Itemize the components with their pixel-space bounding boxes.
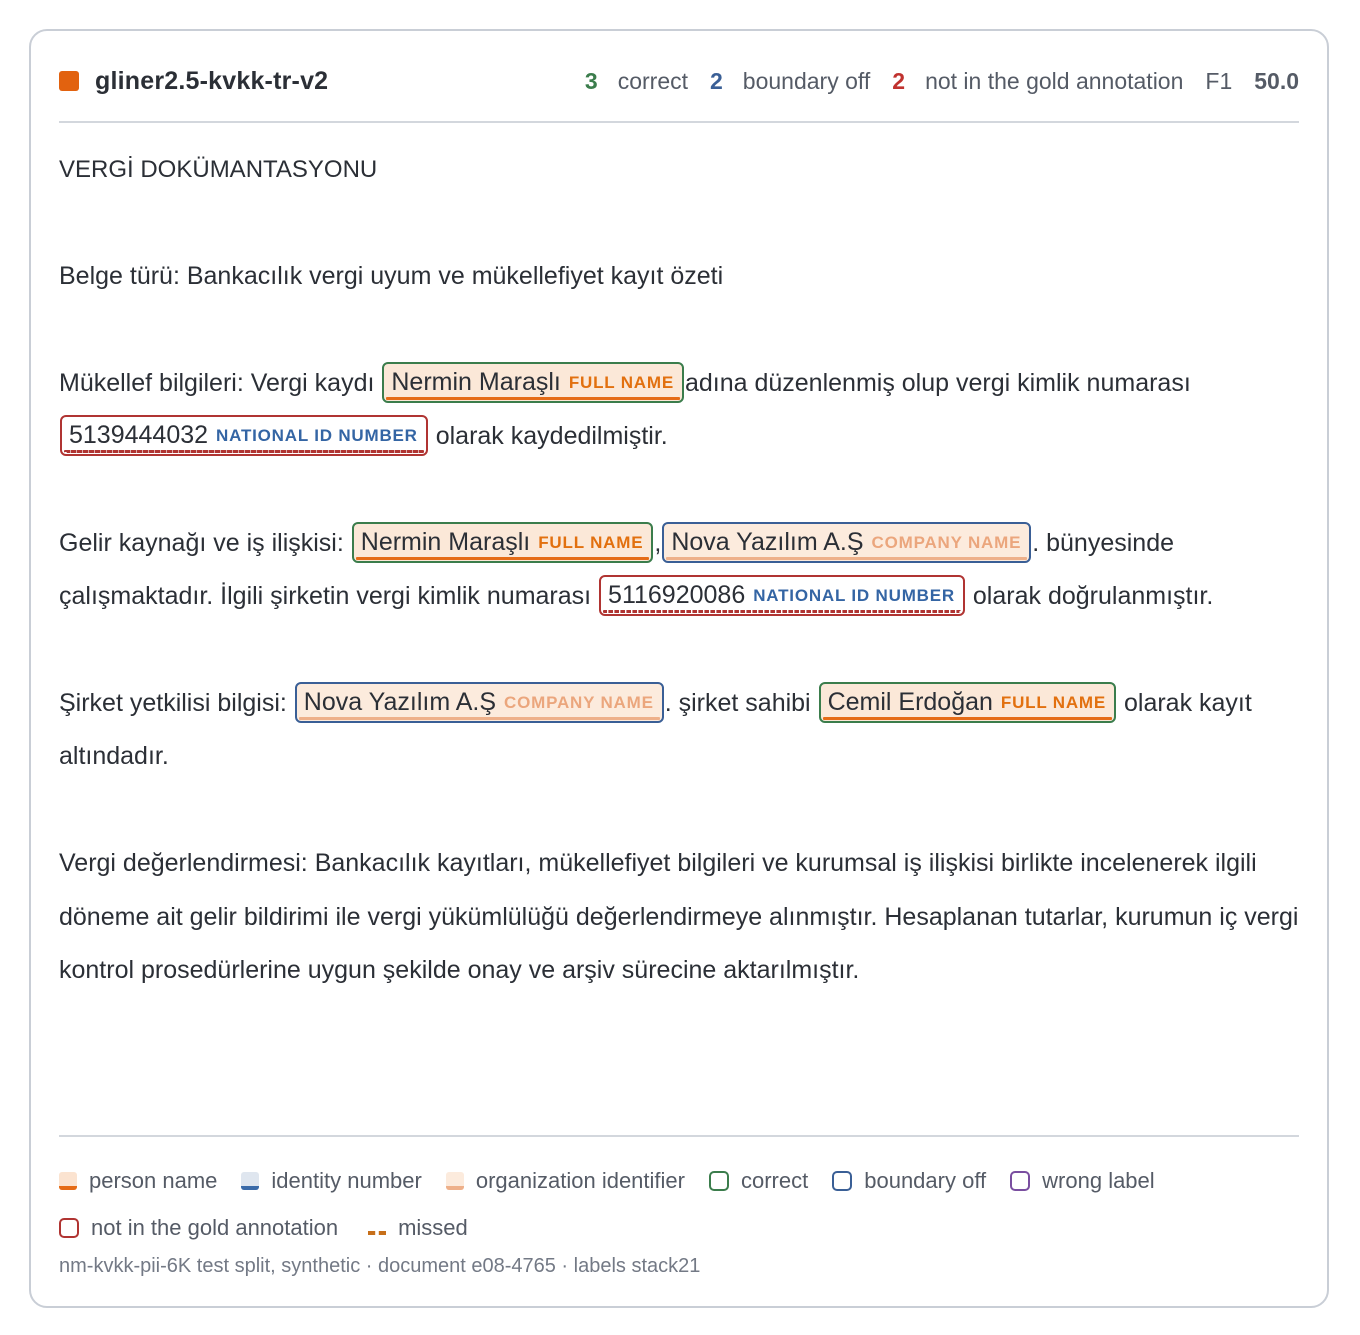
entity-span-national-id[interactable] bbox=[599, 575, 965, 616]
entity-text: 5116920086 bbox=[608, 581, 746, 610]
entity-text: Nermin Maraşlı bbox=[360, 527, 531, 556]
legend-label: missed bbox=[398, 1214, 468, 1240]
wrong-label-swatch bbox=[1010, 1171, 1030, 1191]
entity-label: NATIONAL ID NUMBER bbox=[216, 426, 418, 445]
entity-text: Cemil Erdoğan bbox=[827, 688, 993, 716]
model-color-swatch bbox=[59, 71, 79, 91]
legend-item-wrong-label bbox=[1010, 1168, 1155, 1194]
legend-label: boundary off bbox=[864, 1167, 987, 1193]
paragraph-text: . bünyesinde çalışmaktadır. İlgili şirketin vergi kimlik numarası bbox=[59, 528, 1175, 611]
model-card bbox=[29, 29, 1329, 1308]
entity-label: FULL NAME bbox=[568, 372, 674, 392]
entity-span-company-name[interactable] bbox=[295, 682, 664, 723]
not-in-gold-label: not in the gold annotation bbox=[925, 67, 1184, 94]
paragraph-text: olarak doğrulanmıştır. bbox=[972, 582, 1214, 611]
entity-span-full-name[interactable] bbox=[352, 522, 654, 563]
legend-item-organization-identifier bbox=[446, 1168, 685, 1194]
paragraph-tax-assessment: Vergi değerlendirmesi: Bankacılık kayıtları, mükellefiyet bilgileri ve kurumsal iş ilişkisi birlikte incelenerek ilgili döneme ait gelir bildirimi ile vergi yükümlülüğü değerlendirmeye alınmıştır. Hesaplanan tutarlar, kurumun iç vergi kontrol prosedürlerine uygun şekilde onay ve arşiv sürecine aktarılmıştır. bbox=[59, 849, 1299, 985]
legend bbox=[59, 1157, 1309, 1251]
paragraph-text: olarak kayıt altındadır. bbox=[59, 689, 1252, 771]
entity-text: Nermin Maraşlı bbox=[391, 367, 561, 396]
legend-label: wrong label bbox=[1042, 1167, 1155, 1193]
paragraph-text: Şirket yetkilisi bilgisi: bbox=[59, 689, 287, 717]
legend-label: person name bbox=[89, 1167, 218, 1193]
legend-item-missed bbox=[362, 1215, 468, 1241]
correct-count: 3 bbox=[584, 67, 598, 94]
legend-label: not in the gold annotation bbox=[91, 1214, 339, 1240]
entity-text: 5139444032 bbox=[69, 421, 209, 449]
legend-item-boundary-off bbox=[832, 1168, 986, 1194]
correct-swatch bbox=[709, 1171, 729, 1191]
person-name-swatch bbox=[59, 1172, 77, 1190]
paragraph-text: . şirket sahibi bbox=[664, 689, 811, 717]
boundary-off-swatch bbox=[832, 1171, 852, 1191]
legend-item-not-in-gold bbox=[59, 1215, 338, 1241]
entity-text: Nova Yazılım A.Ş bbox=[671, 527, 864, 556]
model-name: gliner2.5-kvkk-tr-v2 bbox=[95, 66, 329, 95]
document-body bbox=[59, 143, 1309, 997]
boundary-off-count: 2 bbox=[710, 67, 723, 94]
legend-label: correct bbox=[740, 1167, 809, 1193]
paragraph-text: adına düzenlenmiş olup vergi kimlik numarası bbox=[684, 368, 1191, 397]
missed-swatch bbox=[368, 1219, 386, 1237]
f1-label: F1 bbox=[1205, 67, 1233, 94]
document-title: VERGİ DOKÜMANTASYONU bbox=[59, 156, 378, 183]
correct-label: correct bbox=[617, 67, 688, 94]
identity-number-swatch bbox=[241, 1172, 259, 1190]
entity-label: COMPANY NAME bbox=[504, 693, 654, 712]
paragraph-text: Gelir kaynağı ve iş ilişkisi: bbox=[59, 528, 344, 557]
entity-label: FULL NAME bbox=[1000, 693, 1107, 712]
paragraph-document-type: Belge türü: Bankacılık vergi uyum ve mükellefiyet kayıt özeti bbox=[59, 261, 724, 290]
f1-value: 50.0 bbox=[1254, 67, 1299, 94]
paragraph-taxpayer-info bbox=[59, 357, 1309, 464]
score-summary bbox=[585, 61, 1299, 101]
entity-span-company-name[interactable] bbox=[662, 522, 1031, 563]
legend-item-person-name bbox=[59, 1168, 217, 1194]
entity-span-full-name[interactable] bbox=[382, 362, 684, 403]
entity-span-full-name[interactable] bbox=[819, 682, 1116, 723]
paragraph-text: Mükellef bilgileri: Vergi kaydı bbox=[59, 368, 375, 397]
organization-identifier-swatch bbox=[446, 1172, 464, 1190]
entity-label: COMPANY NAME bbox=[871, 532, 1022, 552]
card-header bbox=[59, 61, 1299, 123]
not-in-gold-count: 2 bbox=[892, 67, 906, 94]
legend-item-identity-number bbox=[241, 1168, 421, 1194]
entity-span-national-id[interactable] bbox=[60, 415, 428, 456]
not-in-gold-swatch bbox=[59, 1218, 79, 1238]
paragraph-text: olarak kaydedilmiştir. bbox=[435, 422, 668, 450]
paragraph-text: , bbox=[654, 528, 662, 557]
legend-label: organization identifier bbox=[475, 1167, 685, 1193]
boundary-off-label: boundary off bbox=[742, 67, 871, 94]
legend-footer bbox=[59, 1135, 1299, 1277]
dataset-meta: nm-kvkk-pii-6K test split, synthetic · document e08-4765 · labels stack21 bbox=[59, 1255, 701, 1277]
paragraph-income-source bbox=[59, 517, 1309, 624]
entity-label: NATIONAL ID NUMBER bbox=[753, 586, 955, 606]
entity-text: Nova Yazılım A.Ş bbox=[303, 688, 497, 716]
entity-label: FULL NAME bbox=[538, 532, 644, 552]
legend-label: identity number bbox=[271, 1167, 422, 1193]
legend-item-correct bbox=[709, 1168, 808, 1194]
paragraph-company-official bbox=[59, 677, 1309, 784]
model-title bbox=[59, 61, 328, 101]
